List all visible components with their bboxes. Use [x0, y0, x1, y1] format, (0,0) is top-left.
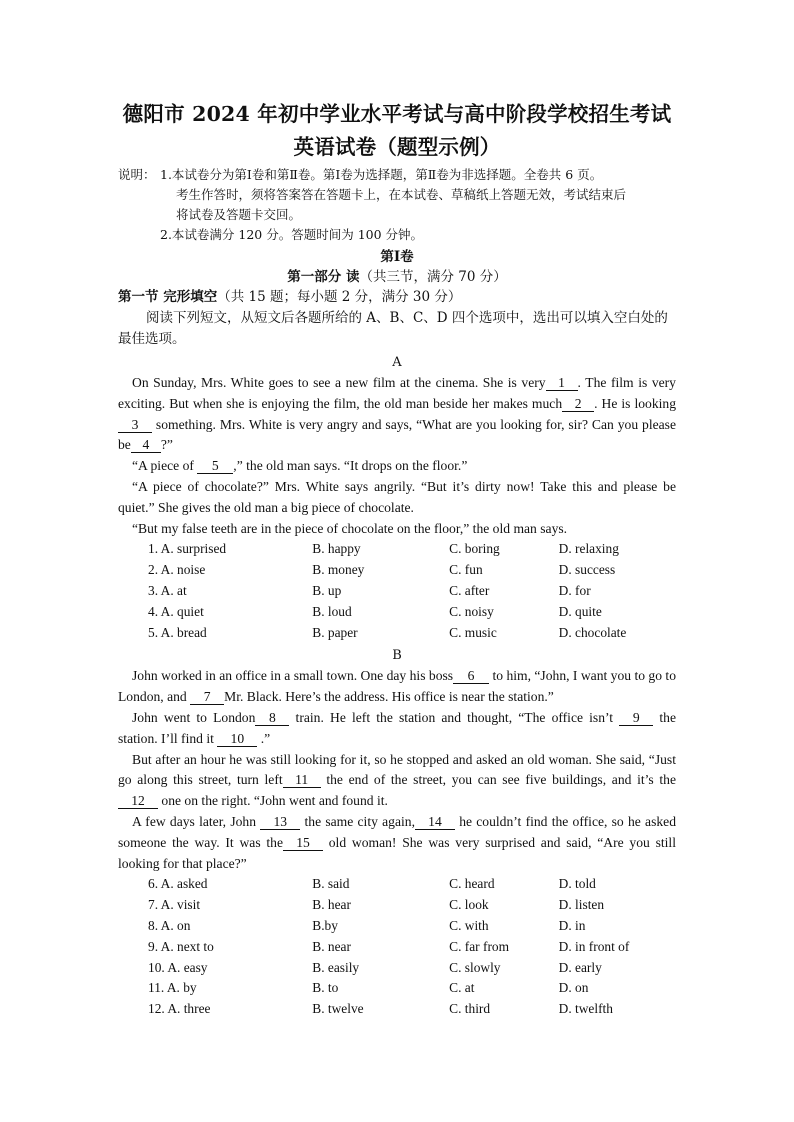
- option-c: C. boring: [449, 541, 500, 557]
- option-b: B. to: [312, 980, 339, 996]
- option-c: C. fun: [449, 562, 483, 578]
- passage-a-paragraph-1: [118, 373, 676, 456]
- option-b: B. said: [312, 876, 350, 892]
- option-row: [118, 539, 676, 560]
- option-c: C. look: [449, 897, 489, 913]
- instructions-notes: [118, 165, 676, 245]
- text-run: train. He left the station and thought, “The office isn’t: [289, 709, 620, 725]
- option-row: [118, 581, 676, 602]
- option-d: D. quite: [558, 603, 602, 619]
- notes-line-4: 2.本试卷满分 120 分。答题时间为 100 分钟。: [160, 227, 424, 242]
- text-run: he couldn’t find the office, so he asked someone the way. It was the: [118, 813, 676, 850]
- text-run: ,” the old man says. “It drops on the floor.”: [233, 458, 468, 474]
- blank-12: 12: [118, 794, 158, 809]
- text-run: the same city again,: [300, 813, 415, 829]
- blank-6: 6: [453, 669, 489, 684]
- option-row: [118, 602, 676, 623]
- option-d: D. twelfth: [558, 1001, 613, 1017]
- blank-11: 11: [283, 773, 321, 788]
- exam-subtitle: 英语试卷（题型示例）: [293, 135, 501, 159]
- option-b: B.by: [312, 917, 338, 933]
- option-d: D. on: [558, 980, 589, 996]
- exam-title: 德阳市 2024 年初中学业水平考试与高中阶段学校招生考试: [122, 102, 672, 126]
- passage-a-paragraph-2: [118, 456, 676, 477]
- section-detail: （共 15 题；每小题 2 分，满分 30 分）: [217, 289, 462, 305]
- text-run: On Sunday, Mrs. White goes to see a new film at the cinema. She is very: [132, 375, 546, 390]
- text-run: .”: [257, 730, 271, 746]
- passage-b-paragraph-3: [118, 750, 676, 812]
- passage-a-letter: A: [392, 355, 402, 370]
- option-d: D. success: [558, 562, 616, 578]
- text-run: the station. I’ll find it: [118, 709, 676, 746]
- part-title: 第一部分 读: [287, 269, 360, 285]
- passage-b-paragraph-1: [118, 666, 676, 708]
- section-heading: [118, 287, 676, 308]
- blank-13: 13: [260, 815, 300, 830]
- option-d: D. listen: [558, 897, 605, 913]
- option-c: C. third: [449, 1001, 491, 1017]
- text-run: to him, “John, I want you to go to London, and: [118, 668, 676, 705]
- option-b: B. paper: [312, 624, 358, 640]
- option-a: 6. A. asked: [148, 876, 208, 892]
- blank-15: 15: [283, 836, 323, 851]
- option-d: D. in front of: [558, 938, 630, 954]
- option-b: B. easily: [312, 959, 360, 975]
- option-c: C. noisy: [449, 603, 494, 619]
- section-instruction: 阅读下列短文，从短文后各题所给的 A、B、C、D 四个选项中，选出可以填入空白处的最佳选项。: [118, 310, 668, 347]
- option-a: 2. A. noise: [148, 562, 206, 578]
- passage-b-letter: B: [392, 648, 402, 664]
- passage-a-options: [118, 539, 676, 643]
- option-d: D. relaxing: [558, 541, 619, 557]
- text-run: “A piece of: [132, 458, 198, 474]
- option-a: 3. A. at: [148, 582, 187, 598]
- blank-4: 4: [131, 438, 161, 453]
- option-a: 5. A. bread: [148, 624, 207, 640]
- text-run: John went to London: [132, 709, 256, 725]
- passage-b-options: [118, 874, 676, 1020]
- option-row: [118, 895, 676, 916]
- text-run: ?”: [160, 437, 173, 453]
- passage-a-paragraph-4: “But my false teeth are in the piece of chocolate on the floor,” the old man says.: [132, 520, 568, 536]
- text-run: . The film is very exciting. But when she is enjoying the film, the old man beside her makes much: [118, 375, 676, 411]
- text-run: something. Mrs. White is very angry and says, “What are you looking for, sir? Can you please be: [118, 416, 676, 453]
- blank-14: 14: [415, 815, 455, 830]
- passage-a-paragraph-3: “A piece of chocolate?” Mrs. White says angrily. “But it’s dirty now! Take this and please be quiet.” She gives the old man a big piece of chocolate.: [118, 478, 676, 515]
- passage-b-paragraph-2: [118, 708, 676, 750]
- option-c: C. music: [449, 624, 497, 640]
- blank-9: 9: [619, 711, 653, 726]
- notes-line-2: 考生作答时，须将答案答在答题卡上，在本试卷、草稿纸上答题无效，考试结束后: [176, 187, 627, 202]
- text-run: John worked in an office in a small town. One day his boss: [132, 668, 454, 684]
- option-row: [118, 874, 676, 895]
- option-d: D. chocolate: [558, 624, 627, 640]
- option-row: [118, 999, 676, 1020]
- option-b: B. twelve: [312, 1001, 364, 1017]
- option-b: B. happy: [312, 541, 361, 557]
- blank-1: 1: [546, 376, 578, 391]
- part-heading: [118, 267, 676, 287]
- text-run: Mr. Black. Here’s the address. His office is near the station.”: [224, 689, 554, 705]
- part-detail: （共三节，满分 70 分）: [359, 269, 507, 285]
- option-d: D. early: [558, 959, 602, 975]
- option-a: 4. A. quiet: [148, 603, 204, 619]
- option-a: 11. A. by: [148, 980, 197, 996]
- option-c: C. far from: [449, 938, 510, 954]
- option-b: B. loud: [312, 603, 352, 619]
- text-run: . He is looking: [594, 395, 676, 411]
- option-row: [118, 560, 676, 581]
- option-a: 8. A. on: [148, 917, 191, 933]
- option-d: D. in: [558, 917, 586, 933]
- option-a: 10. A. easy: [148, 959, 208, 975]
- blank-2: 2: [562, 397, 594, 412]
- blank-7: 7: [190, 690, 224, 705]
- volume-heading: 第Ⅰ卷: [380, 249, 414, 265]
- notes-line-1: 1.本试卷分为第Ⅰ卷和第Ⅱ卷。第Ⅰ卷为选择题，第Ⅱ卷为非选择题。全卷共 6 页。: [160, 167, 603, 182]
- option-c: C. at: [449, 980, 475, 996]
- option-b: B. near: [312, 938, 351, 954]
- text-run: But after an hour he was still looking for it, so he stopped and asked an old woman. She said, “Just go along this street, turn left: [118, 751, 676, 788]
- option-c: C. heard: [449, 876, 495, 892]
- section-title: 第一节 完形填空: [118, 289, 218, 305]
- notes-line-3: 将试卷及答题卡交回。: [176, 207, 302, 222]
- option-a: 1. A. surprised: [148, 541, 227, 557]
- option-b: B. money: [312, 562, 365, 578]
- option-b: B. up: [312, 582, 342, 598]
- notes-row-1: [118, 165, 676, 185]
- option-a: 9. A. next to: [148, 938, 214, 954]
- option-row: [118, 916, 676, 937]
- text-run: the end of the street, you can see five buildings, and it’s the: [320, 772, 676, 788]
- notes-label: 说明：: [118, 167, 156, 182]
- blank-5: 5: [197, 459, 233, 474]
- option-c: C. with: [449, 917, 489, 933]
- option-a: 7. A. visit: [148, 897, 201, 913]
- blank-3: 3: [118, 418, 152, 433]
- text-run: one on the right. “John went and found it.: [158, 793, 388, 809]
- blank-8: 8: [255, 711, 289, 726]
- blank-10: 10: [217, 732, 257, 747]
- option-d: D. told: [558, 876, 596, 892]
- option-row: [118, 978, 676, 999]
- option-row: [118, 937, 676, 958]
- text-run: A few days later, John: [132, 813, 261, 829]
- text-run: old woman! She was very surprised and said, “Are you still looking for that place?”: [118, 834, 676, 871]
- option-row: [118, 623, 676, 644]
- option-c: C. slowly: [449, 959, 501, 975]
- option-c: C. after: [449, 582, 490, 598]
- option-d: D. for: [558, 582, 591, 598]
- option-a: 12. A. three: [148, 1001, 211, 1017]
- option-row: [118, 958, 676, 979]
- passage-b-paragraph-4: [118, 812, 676, 874]
- option-b: B. hear: [312, 897, 351, 913]
